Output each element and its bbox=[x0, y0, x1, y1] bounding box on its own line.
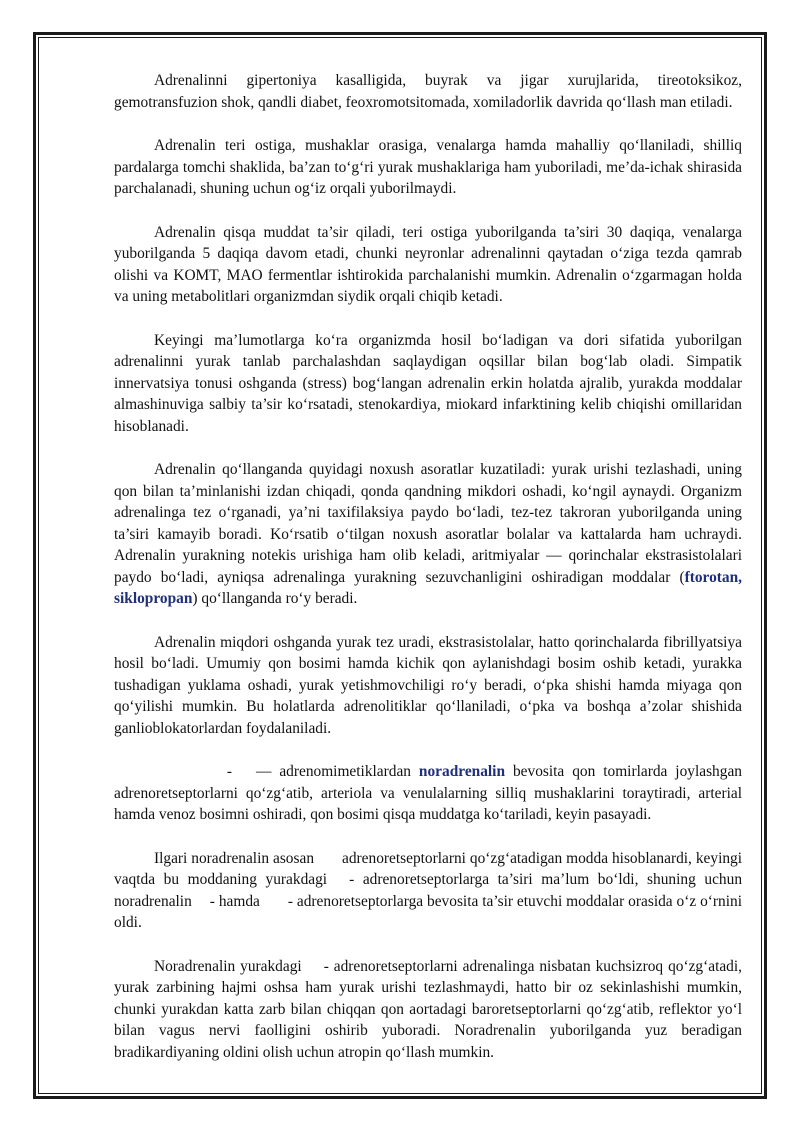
noradrenalin-lead: — adrenomimetiklardan bbox=[256, 763, 411, 780]
receptors-text-3: - adrenoretseptorlarga ta’siri ma’lum bo‘ldi, shuning uchun noradrenalin bbox=[114, 871, 743, 910]
paragraph-contraindications: Adrenalinni gipertoniya kasalligida, buyrak va jigar xurujlarida, tireotoksikoz, gemotransfuzion shok, qandli diabet, feoxromotsitomada, xomiladorlik davrida qo‘llash man etiladi. bbox=[114, 72, 742, 111]
side-effects-end: ) qo‘llanganda ro‘y beradi. bbox=[192, 590, 358, 607]
paragraph-side-effects bbox=[114, 459, 742, 610]
heart-text-1: Noradrenalin yurakdagi bbox=[154, 957, 302, 975]
receptors-text-5: - adrenoretseptorlarga bevosita ta’sir etuvchi moddalar orasida o‘z o‘rnini oldi. bbox=[114, 892, 743, 931]
highlight-ftorotan: ftorotan, siklopropan bbox=[114, 568, 742, 607]
noradrenalin-dash: - bbox=[226, 763, 232, 780]
document-body bbox=[114, 70, 742, 1085]
receptors-text-2: adrenoretseptorlarni qo‘zg‘atadigan modda hisoblanardi, keyingi vaqtda bu moddaning yurakdagi bbox=[114, 849, 743, 888]
receptors-text-1: Ilgari noradrenalin asosan bbox=[154, 849, 315, 867]
paragraph-overdose: Adrenalin miqdori oshganda yurak tez uradi, ekstrasistolalar, hatto qorinchalarda fibrillyatsiya hosil bo‘ladi. Umumiy qon bosimi hamda kichik qon aylanishdagi bosim oshib ketadi, yurakka tushadigan yuklama oshadi, yurak yetishmovchiligi ro‘y beradi, o‘pka shishi hamda miyaga qon qo‘yilishi mumkin. Bu holatlarda adrenolitiklar qo‘llaniladi, o‘pka va boshqa a’zolar shishida ganlioblokatorlardan foydalaniladi. bbox=[114, 633, 742, 737]
paragraph-binding-proteins: Keyingi ma’lumotlarga ko‘ra organizmda hosil bo‘ladigan va dori sifatida yuborilgan adrenalinni yurak tanlab parchalashdan saqlaydigan oqsillar bilan bog‘lab oladi. Simpatik innervatsiya tonusi oshganda (stress) bog‘langan adrenalin erkin holatda ajralib, yurakda moddalar almashinuviga salbiy ta’sir ko‘rsatadi, stenokardiya, miokard infarktining kelib chiqishi omillaridan hisoblanadi. bbox=[114, 331, 742, 435]
paragraph-duration: Adrenalin qisqa muddat ta’sir qiladi, teri ostiga yuborilganda ta’siri 30 daqiqa, venalarga yuborilganda 5 daqiqa davom etadi, chunki neyronlar adrenalinni qaytadan o‘ziga tezda qamrab olishi va KOMT, MAO fermentlar ishtirokida parchalanishi mumkin. Adrenalin o‘zgarmagan holda va uning metabolitlari organizmdan siydik orqali chiqib ketadi. bbox=[114, 223, 742, 305]
paragraph-noradrenalin-receptors bbox=[114, 848, 742, 934]
receptors-text-4: - hamda bbox=[209, 892, 260, 910]
paragraph-administration: Adrenalin teri ostiga, mushaklar orasiga, venalarga hamda mahalliy qo‘llaniladi, shilliq pardalarga tomchi shaklida, ba’zan to‘g‘ri yurak mushaklariga ham yuboriladi, me’da-ichak shirasida parchalanadi, shuning uchun og‘iz orqali yuborilmaydi. bbox=[114, 137, 742, 197]
paragraph-noradrenalin-intro bbox=[114, 761, 742, 826]
paragraph-noradrenalin-heart bbox=[114, 956, 742, 1064]
noradrenalin-text: bevosita qon tomirlarda joylashgan adrenoretseptorlarni qo‘zg‘atib, arteriola va venulalarning silliq mushaklarini toraytiradi, arterial hamda venoz bosimni oshiradi, qon bosimi qisqa muddatga ko‘tariladi, keyin pasayadi. bbox=[114, 763, 742, 823]
highlight-noradrenalin: noradrenalin bbox=[418, 763, 506, 780]
side-effects-text: Adrenalin qo‘llanganda quyidagi noxush asoratlar kuzatiladi: yurak urishi tezlashadi, uning qon bilan ta’minlanishi izdan chiqadi, qonda qandning mikdori oshadi, ko‘ngil aynaydi. Organizm adrenalinga tez o‘rganadi, ya’ni taxifilaksiya paydo bo‘ladi, tez-tez takroran yuborilganda uning ta’siri kamayib boradi. Ko‘rsatib o‘tilgan noxush asoratlar bolalar va kattalarda ham uchraydi. Adrenalin yurakning notekis urishiga ham olib keladi, aritmiyalar — qorinchalar ekstrasistolalari paydo bo‘ladi, ayniqsa adrenalinga yurakning sezuvchanligini oshiradigan moddalar ( bbox=[114, 461, 742, 586]
heart-text-2: - adrenoretseptorlarni adrenalinga nisbatan kuchsizroq qo‘zg‘atadi, yurak zarbining hajmi oshsa ham yurak urishi tezlashmaydi, hatto bir oz sekinlashishi mumkin, chunki yurakdan katta zarb bilan chiqqan qon aortadagi baroretseptorlarni qo‘zg‘atib, reflektor yo‘l bilan vagus nervi faolligini oshirib yuboradi. Noradrenalin yuborilganda yuz beradigan bradikardiyaning oldini olish uchun atropin qo‘llash mumkin. bbox=[114, 957, 742, 1061]
